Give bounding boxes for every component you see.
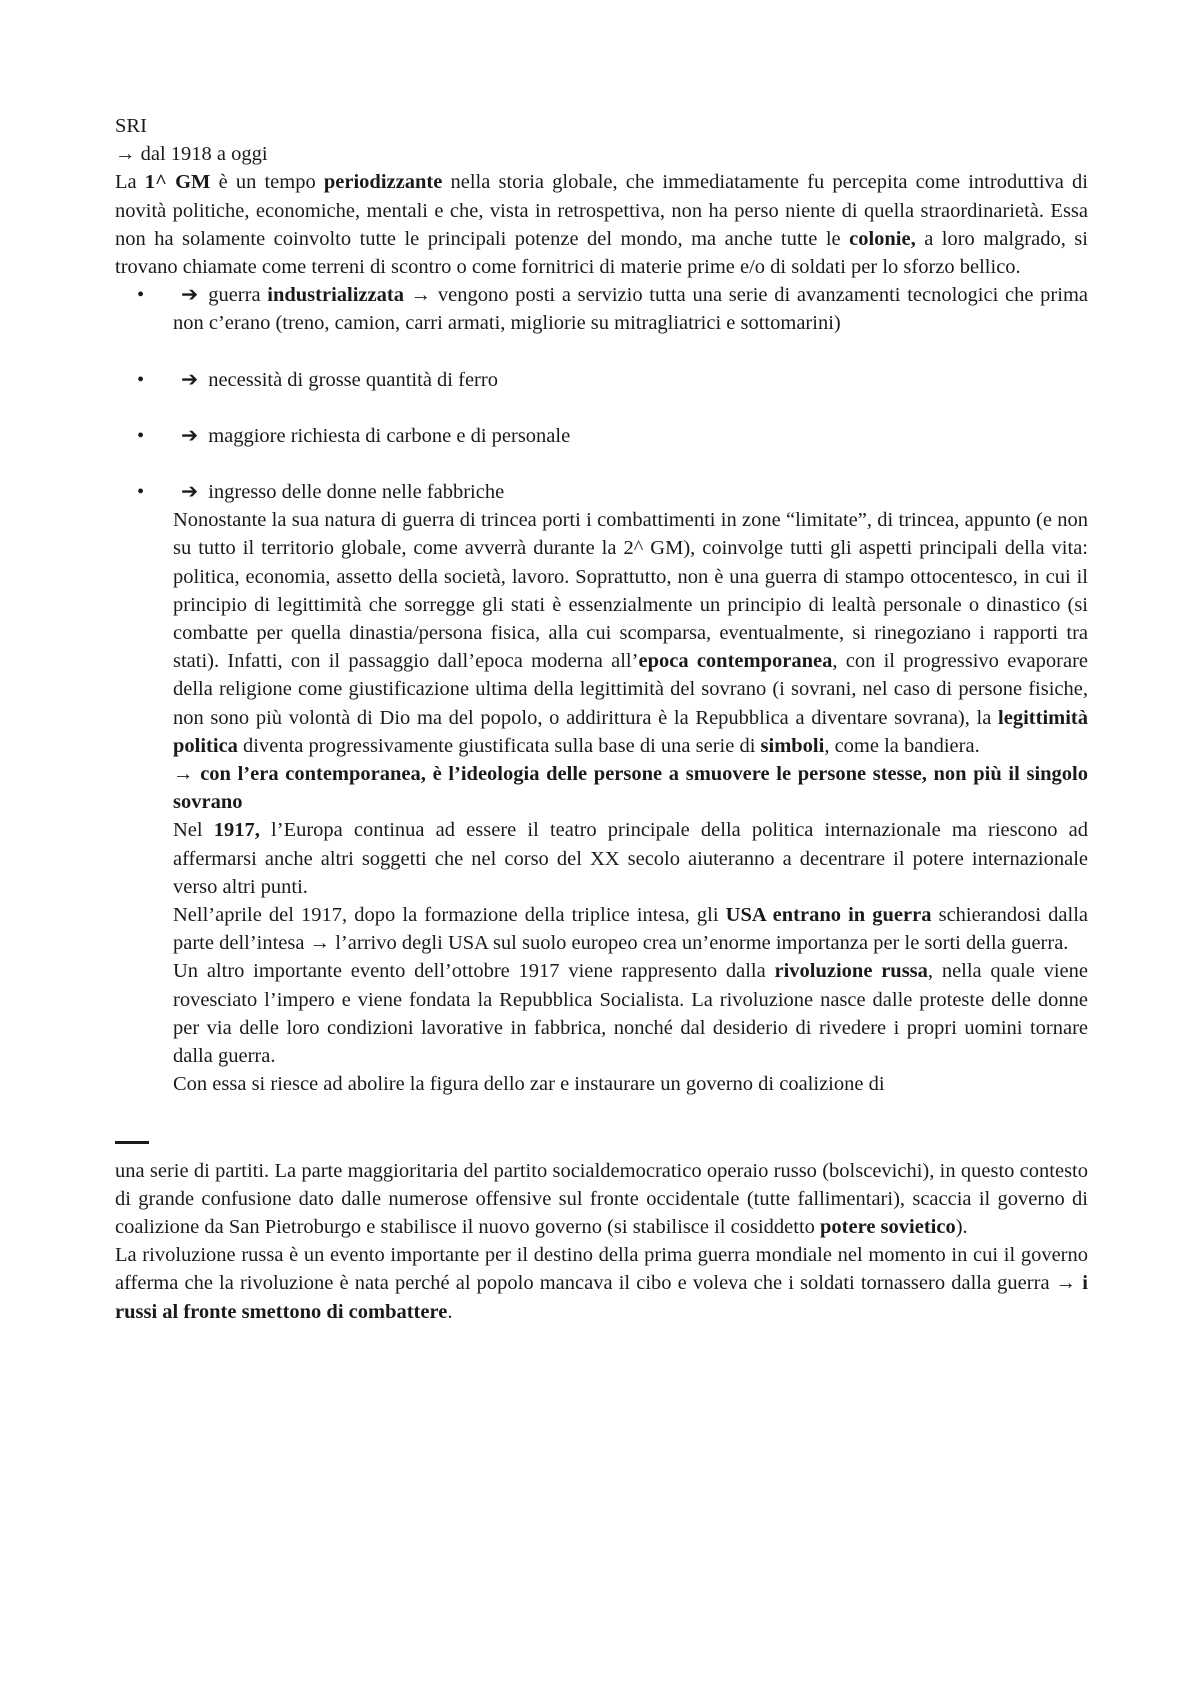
text-run: maggiore richiesta di carbone e di personale	[208, 424, 571, 447]
body-paragraph	[173, 816, 1088, 901]
body-paragraph	[173, 1070, 1088, 1098]
bold-text: rivoluzione russa	[774, 960, 928, 983]
text-run: guerra	[208, 284, 268, 307]
bold-text: i russi al fronte smettono di combattere	[115, 1272, 1088, 1323]
bullet-gap	[115, 338, 1088, 366]
bold-text: simboli	[760, 734, 825, 757]
bold-text: con l’era contemporanea, è l’ideologia delle persone a smuovere le persone stesse, non più il singolo sovrano	[173, 763, 1089, 814]
bold-text: 1917,	[213, 819, 260, 842]
document-page	[115, 112, 1088, 1326]
bullet-item	[115, 478, 1088, 506]
continuation-section	[115, 1157, 1088, 1326]
bold-text: industrializzata	[267, 284, 404, 307]
text-run: Con essa si riesce ad abolire la figura dello zar e instaurare un governo di coalizione di	[173, 1073, 885, 1096]
text-run: .	[447, 1300, 453, 1323]
bullet-item	[115, 422, 1088, 450]
body-paragraph	[173, 901, 1088, 957]
course-code: SRI	[115, 115, 147, 137]
bold-text: epoca contemporanea	[638, 650, 833, 673]
bullet-item	[115, 281, 1088, 337]
intro-paragraph	[115, 168, 1088, 281]
bullet-dot-icon: •	[137, 284, 145, 307]
text-run: Nonostante la sua natura di guerra di trincea porti i combattimenti in zone “limitate”, di trincea, appunto (e non su tutto il territorio globale, come avverrà durante la 2^ GM), coinvolge tutti gli aspetti principali della vita: politica, economia, assetto della società, lavoro. Soprattutto, non è una guerra di stampo ottocentesco, in cui il principio di legittimità che sorregge gli stati è essenzialmente un principio di lealtà personale o dinastico (si combatte per quella dinastia/persona fisica, alla cui scomparsa, eventualmente, si rinegoziano i rapporti tra stati). Infatti, con il passaggio dall’epoca moderna all’	[173, 509, 1088, 673]
arrow-right-icon: ➔	[181, 284, 199, 307]
text-run: , come la bandiera.	[824, 734, 980, 757]
bullet-dot-icon: •	[137, 424, 145, 447]
bold-text: USA entrano in guerra	[725, 904, 932, 927]
body-paragraph	[173, 760, 1088, 816]
text-run: una serie di partiti. La parte maggioritaria del partito socialdemocratico operaio russo (bolscevichi), in questo contesto di grande confusione dato dalle numerose offensive sul fronte occidentale (tutte fallimentari), scaccia il governo di coalizione da San Pietroburgo e stabilisce il nuovo governo (si stabilisce il cosiddetto	[115, 1159, 1088, 1238]
text-run: è un tempo	[210, 171, 324, 194]
text-run: schierandosi dalla parte dell’intesa → l’arrivo degli USA sul suolo europeo crea un’enorme importanza per le sorti della guerra.	[173, 904, 1089, 955]
text-run: →	[173, 763, 201, 786]
text-run: diventa progressivamente giustificata sulla base di una serie di	[237, 734, 761, 757]
arrow-right-icon: ➔	[181, 481, 199, 504]
text-run: a loro malgrado, si trovano chiamate come terreni di scontro o come fornitrici di materie prime e/o di soldati per lo sforzo bellico.	[115, 227, 1088, 279]
text-run: , nella quale viene rovesciato l’impero e viene fondata la Repubblica Socialista. La rivoluzione nasce dalle proteste delle donne per via delle loro condizioni lavorative in fabbrica, nonché dal desiderio di rivedere i propri uomini tornare dalla guerra.	[173, 960, 1088, 1068]
body-paragraph	[173, 957, 1088, 1070]
bullet-item	[115, 366, 1088, 394]
body-paragraph	[173, 506, 1088, 760]
bullet-dot-icon: •	[137, 368, 145, 391]
text-run: Nel	[173, 819, 214, 842]
text-run: → vengono posti a servizio tutta una serie di avanzamenti tecnologici che prima non c’erano (treno, camion, carri armati, migliorie su mitragliatrici e sottomarini)	[173, 284, 1089, 335]
bullet-gap	[115, 394, 1088, 422]
footnote-separator	[115, 1141, 149, 1144]
arrow-right-icon: ➔	[181, 424, 199, 447]
bold-text: legittimità politica	[173, 706, 1088, 757]
continuation-paragraph	[115, 1157, 1088, 1242]
continuation-paragraph	[115, 1241, 1088, 1326]
text-run: La rivoluzione russa è un evento importante per il destino della prima guerra mondiale nel momento in cui il governo afferma che la rivoluzione è nata perché al popolo mancava il cibo e voleva che i soldati tornassero dalla guerra →	[115, 1244, 1088, 1295]
arrow-right-icon: ➔	[181, 368, 199, 391]
text-run: Nell’aprile del 1917, dopo la formazione della triplice intesa, gli	[173, 904, 726, 927]
text-run: necessità di grosse quantità di ferro	[208, 368, 498, 391]
text-run: , con il progressivo evaporare della religione come giustificazione ultima della legittimità del sovrano (i sovrani, nel caso di persone fisiche, non sono più volontà di Dio ma del popolo, o addirittura è la Repubblica a diventare sovrana), la	[173, 650, 1088, 729]
bold-text: periodizzante	[323, 171, 443, 194]
bullet-gap	[115, 450, 1088, 478]
bold-text: colonie,	[849, 227, 916, 250]
bullet-dot-icon: •	[137, 481, 145, 504]
text-run: ingresso delle donne nelle fabbriche	[208, 481, 505, 504]
period-subtitle: → dal 1918 a oggi	[115, 143, 268, 166]
bold-text: 1^ GM	[144, 171, 211, 194]
text-run: Un altro importante evento dell’ottobre 1917 viene rappresento dalla	[173, 960, 775, 983]
text-run: nella storia globale, che immediatamente fu percepita come introduttiva di novità politiche, economiche, mentali e che, vista in retrospettiva, non ha perso niente di quella straordinarietà. Essa non ha solamente coinvolto tutte le principali potenze del mondo, ma anche tutte le	[115, 171, 1088, 250]
body-section	[115, 506, 1088, 1098]
bullet-list	[115, 281, 1088, 506]
text-run: l’Europa continua ad essere il teatro principale della politica internazionale ma riescono ad affermarsi anche altri soggetti che nel corso del XX secolo aiuteranno a decentrare il potere internazionale verso altri punti.	[173, 819, 1088, 898]
text-run: ).	[955, 1215, 968, 1238]
bold-text: potere sovietico	[820, 1215, 956, 1238]
text-run: La	[115, 171, 145, 194]
